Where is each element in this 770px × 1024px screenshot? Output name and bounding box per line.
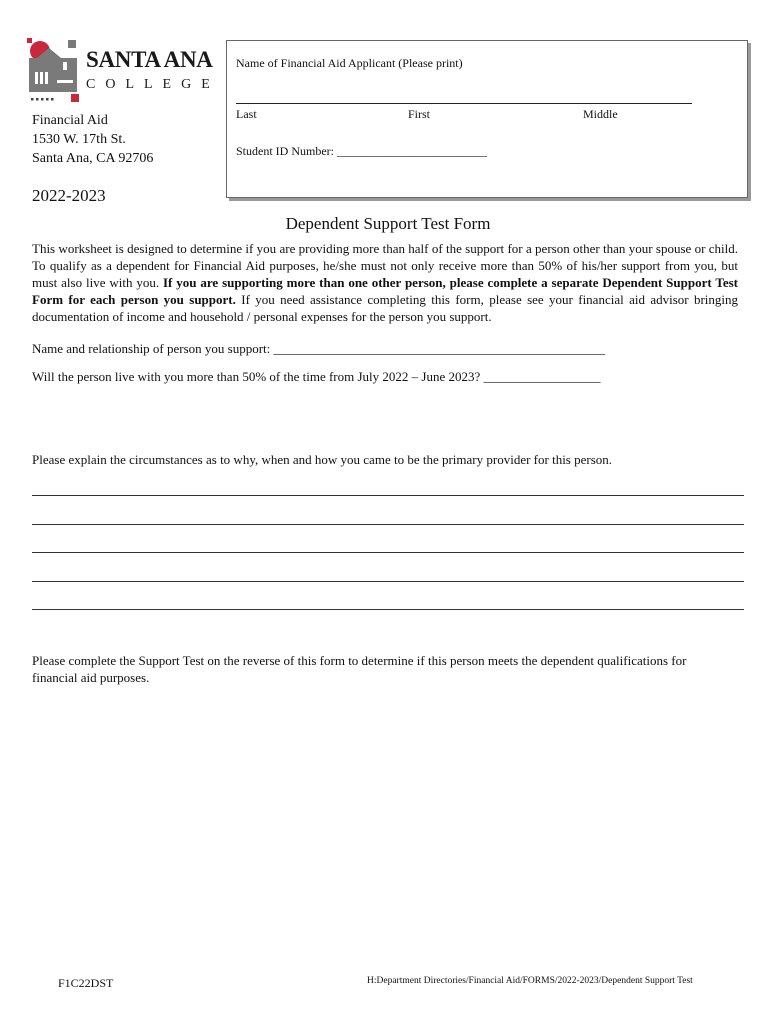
middle-name-label: Middle — [583, 107, 618, 121]
closing-instruction-line-2: financial aid purposes. — [32, 670, 150, 685]
intro-text-bold: If you are supporting more than one other person, please complete a separate Dependent Support Test Form for each person you support. — [32, 275, 738, 307]
intro-paragraph — [32, 240, 738, 325]
address-line-2: Santa Ana, CA 92706 — [32, 151, 154, 166]
file-path: H:Department Directories/Financial Aid/FORMS/2022-2023/Dependent Support Test — [367, 976, 693, 986]
explanation-line[interactable] — [32, 552, 744, 553]
explanation-line[interactable] — [32, 609, 744, 610]
logo-name: SANTA ANA — [86, 47, 213, 72]
live-with-question[interactable]: Will the person live with you more than 50% of the time from July 2022 – June 2023? __________________ — [32, 369, 601, 384]
award-year: 2022-2023 — [32, 186, 106, 205]
form-code: F1C22DST — [58, 976, 114, 990]
santa-ana-college-logo — [27, 38, 83, 104]
applicant-name-field[interactable] — [236, 103, 692, 104]
closing-instruction-line-1: Please complete the Support Test on the reverse of this form to determine if this person meets the dependent qualifications for — [32, 653, 687, 668]
explanation-line[interactable] — [32, 495, 744, 496]
form-title: Dependent Support Test Form — [285, 214, 491, 233]
last-name-label: Last — [236, 107, 257, 121]
student-id-field[interactable]: Student ID Number: _________________________ — [236, 144, 487, 158]
explain-circumstances-prompt: Please explain the circumstances as to why, when and how you came to be the primary provider for this person. — [32, 452, 613, 467]
explanation-line[interactable] — [32, 524, 744, 525]
intro-text-2: If you need assistance completing this form, please see your financial aid advisor bringing documentation of income and household / personal expenses for the person you support. — [32, 292, 738, 324]
logo-college: COLLEGE — [86, 77, 220, 92]
address-line-1: 1530 W. 17th St. — [32, 132, 126, 147]
name-relationship-question[interactable]: Name and relationship of person you support: ___________________________________________________ — [32, 341, 606, 356]
first-name-label: First — [408, 107, 431, 121]
intro-text-1: This worksheet is designed to determine if you are providing more than half of the support for a person other than your spouse or child. To qualify as a dependent for Financial Aid purposes, he/she must not only receive more than 50% of his/her support from you, but must also live with you. — [32, 241, 738, 290]
applicant-name-label: Name of Financial Aid Applicant (Please print) — [236, 56, 463, 70]
explanation-line[interactable] — [32, 581, 744, 582]
department-name: Financial Aid — [32, 113, 108, 128]
